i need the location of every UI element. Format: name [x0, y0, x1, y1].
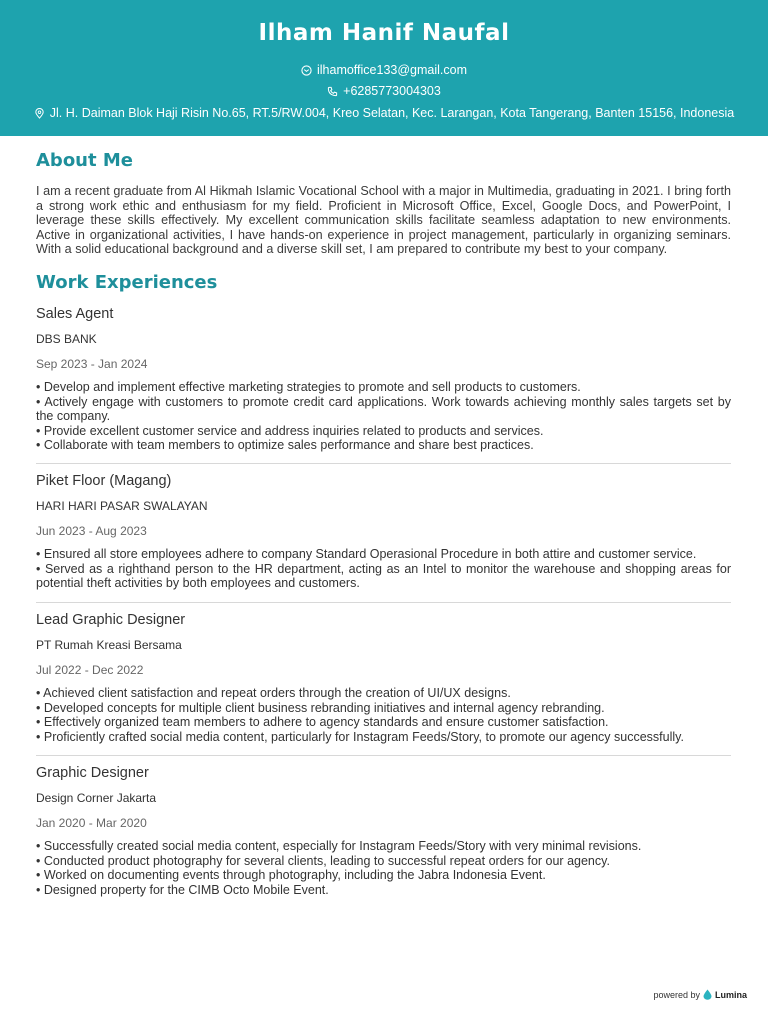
job-title: Lead Graphic Designer	[36, 612, 186, 628]
about-me-heading: About Me	[36, 150, 133, 171]
job-bullets	[36, 547, 731, 591]
job-entry-piket-floor	[36, 473, 731, 591]
job-title: Graphic Designer	[36, 765, 149, 781]
job-company: PT Rumah Kreasi Bersama	[36, 638, 182, 652]
job-bullet: • Develop and implement effective marketing strategies to promote and sell products to customers.	[36, 380, 731, 395]
job-title: Sales Agent	[36, 306, 114, 322]
powered-by-text: powered by	[653, 989, 700, 1000]
address-text: Jl. H. Daiman Blok Haji Risin No.65, RT.5/RW.004, Kreo Selatan, Kec. Larangan, Kota Tangerang, Banten 15156, Indonesia	[49, 106, 735, 120]
job-dates: Jun 2023 - Aug 2023	[36, 524, 147, 538]
job-bullet: • Developed concepts for multiple client business rebranding initiatives and internal agency rebranding.	[36, 701, 731, 716]
job-bullet: • Ensured all store employees adhere to company Standard Operasional Procedure in both attire and customer service.	[36, 547, 731, 562]
job-bullet: • Conducted product photography for several clients, leading to successful repeat orders for our agency.	[36, 854, 731, 869]
phone-line	[0, 84, 768, 98]
job-bullet: • Worked on documenting events through photography, including the Jabra Indonesia Event.	[36, 868, 731, 883]
job-dates: Jan 2020 - Mar 2020	[36, 816, 147, 830]
job-bullet: • Served as a righthand person to the HR department, acting as an Intel to monitor the warehouse and shopping areas for potential theft activities by both employees and customers.	[36, 562, 731, 591]
job-divider	[36, 755, 731, 756]
job-bullet: • Designed property for the CIMB Octo Mobile Event.	[36, 883, 731, 898]
job-entry-graphic-designer	[36, 765, 731, 897]
job-company: DBS BANK	[36, 332, 97, 346]
job-entry-sales-agent	[36, 306, 731, 453]
job-dates: Jul 2022 - Dec 2022	[36, 663, 144, 677]
work-experiences-heading: Work Experiences	[36, 272, 218, 293]
job-bullets	[36, 839, 731, 897]
email-icon	[301, 65, 312, 76]
email-text[interactable]: ilhamoffice133@gmail.com	[316, 63, 468, 77]
job-company: HARI HARI PASAR SWALAYAN	[36, 499, 208, 513]
job-title: Piket Floor (Magang)	[36, 473, 172, 489]
job-bullet: • Effectively organized team members to adhere to agency standards and ensure customer satisfaction.	[36, 715, 731, 730]
job-bullet: • Achieved client satisfaction and repeat orders through the creation of UI/UX designs.	[36, 686, 731, 701]
candidate-name: Ilham Hanif Naufal	[258, 20, 510, 46]
job-bullet: • Proficiently crafted social media content, particularly for Instagram Feeds/Story, to promote our agency successfully.	[36, 730, 731, 745]
lumina-brand[interactable]: Lumina	[714, 989, 747, 1000]
address-line	[0, 106, 768, 120]
phone-text[interactable]: +6285773004303	[343, 84, 441, 98]
about-me-text: I am a recent graduate from Al Hikmah Islamic Vocational School with a major in Multimedia, graduating in 2021. I bring forth a strong work ethic and enthusiasm for my field. Proficient in Microsoft Office, Excel, Google Docs, and PowerPoint, I leverage these skills effectively. My excellent communication skills facilitate seamless adaptation to new environments. Active in organizational activities, I have hands-on experience in project management, particularly in organizing seminars. With a solid educational background and a diverse skill set, I am prepared to contribute my best to your company.	[36, 184, 731, 256]
powered-by-footer	[653, 989, 747, 1000]
job-bullets	[36, 686, 731, 744]
job-bullets	[36, 380, 731, 453]
job-bullet: • Actively engage with customers to promote credit card applications. Work towards achieving monthly sales targets set by the company.	[36, 395, 731, 424]
phone-icon	[327, 86, 338, 97]
job-divider	[36, 602, 731, 603]
location-icon	[34, 108, 45, 119]
email-line	[0, 63, 768, 77]
job-company: Design Corner Jakarta	[36, 791, 157, 805]
job-dates: Sep 2023 - Jan 2024	[36, 357, 148, 371]
job-bullet: • Collaborate with team members to optimize sales performance and share best practices.	[36, 438, 731, 453]
lumina-drop-icon	[703, 989, 712, 1000]
job-bullet: • Successfully created social media content, especially for Instagram Feeds/Story with very minimal revisions.	[36, 839, 731, 854]
job-entry-lead-graphic-designer	[36, 612, 731, 744]
resume-header	[0, 0, 768, 136]
job-divider	[36, 463, 731, 464]
job-bullet: • Provide excellent customer service and address inquiries related to products and services.	[36, 424, 731, 439]
